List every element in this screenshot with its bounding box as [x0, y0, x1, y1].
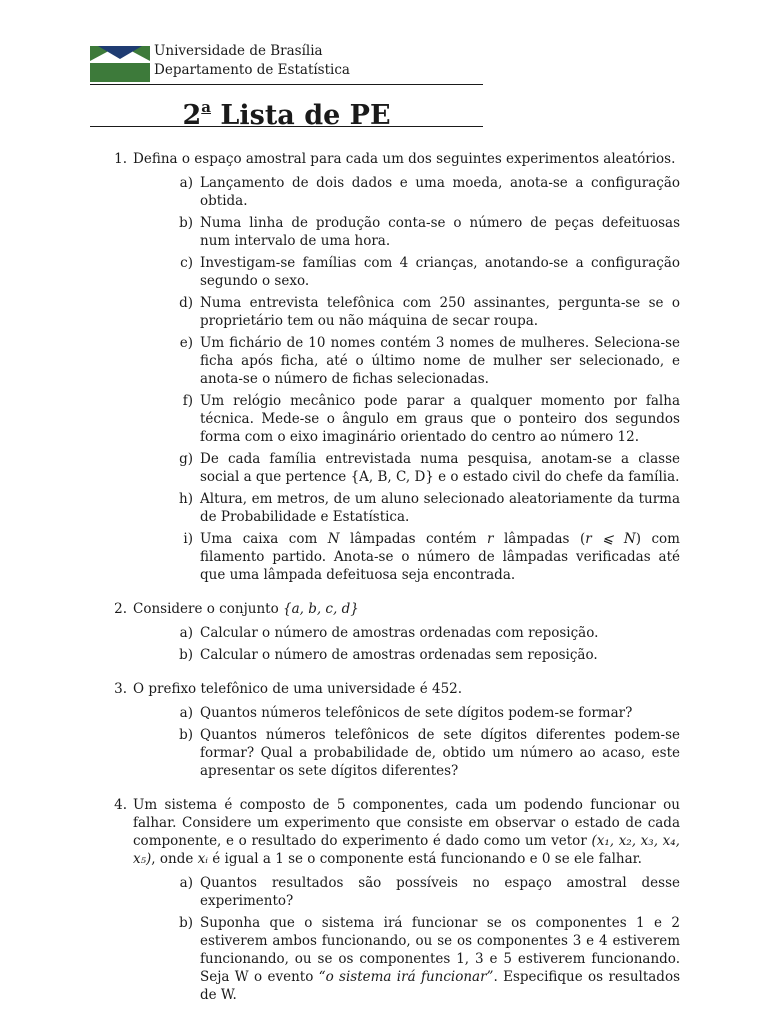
university-logo	[90, 46, 150, 82]
subitem-text: Quantos números telefônicos de sete dígitos podem-se formar?	[200, 705, 633, 721]
text-run: Suponha que o sistema irá funcionar se os componentes 1 e 2 estiverem ambos funcionando, ou se os componentes 3 e 4 estiverem funcionando, ou se os componentes 1, 3 e 5 estiverem funcionando. Seja W o evento	[200, 915, 680, 985]
subitem-text: Lançamento de dois dados e uma moeda, anota-se a configuração obtida.	[200, 175, 680, 209]
subitem-label: g)	[179, 451, 193, 467]
subitem-text: Numa entrevista telefônica com 250 assinantes, pergunta-se se o proprietário tem ou não máquina de secar roupa.	[200, 295, 680, 329]
question-text: Defina o espaço amostral para cada um dos seguintes experimentos aleatórios.	[133, 151, 676, 167]
subitem-text: Um relógio mecânico pode parar a qualquer momento por falha técnica. Mede-se o ângulo em graus que o ponteiro dos segundos forma com o eixo imaginário orientado do centro ao número 12.	[200, 393, 680, 445]
math-variable: r	[487, 531, 494, 547]
text-run: Um sistema é composto de 5 componentes, cada um podendo funcionar ou falhar. Considere um experimento que consiste em observar o estado de cada componente, e o resultado do experimento é dado como um vetor	[133, 797, 680, 849]
question-number: 1.	[114, 151, 127, 167]
subitem-label: a)	[179, 875, 193, 891]
question-number: 3.	[114, 681, 127, 697]
subitem-list	[133, 874, 680, 1004]
math-set: {a, b, c, d}	[282, 601, 359, 617]
text-run: Considere o conjunto	[133, 601, 283, 617]
list-item	[133, 334, 680, 388]
list-item	[133, 624, 680, 642]
list-item	[133, 254, 680, 290]
subitem-text: Numa linha de produção conta-se o número de peças defeituosas num intervalo de uma hora.	[200, 215, 680, 249]
question-number: 4.	[114, 797, 127, 813]
title-text: Lista de PE	[220, 100, 391, 131]
list-item	[133, 214, 680, 250]
logo-green-base	[90, 63, 150, 82]
list-item	[133, 490, 680, 526]
subitem-label: b)	[179, 647, 193, 663]
question-4	[90, 796, 680, 1008]
institution-name: Universidade de Brasília	[154, 43, 323, 59]
subitem-label: h)	[179, 491, 193, 507]
title-ordinal: a	[201, 98, 211, 116]
question-3	[90, 680, 680, 784]
list-item	[133, 450, 680, 486]
text-run: ) com filamento partido. Anota-se o número de lâmpadas verificadas até que uma lâmpada defeituosa seja encontrada.	[200, 531, 680, 583]
subitem-list	[133, 624, 680, 664]
list-item	[133, 874, 680, 910]
subitem-text: Quantos resultados são possíveis no espaço amostral desse experimento?	[200, 875, 680, 909]
question-list	[90, 150, 680, 1020]
subitem-label: a)	[179, 705, 193, 721]
department-name: Departamento de Estatística	[154, 62, 350, 78]
question-text	[133, 600, 680, 618]
list-item	[133, 174, 680, 210]
title-number: 2	[182, 100, 202, 131]
subitem-label: c)	[180, 255, 193, 271]
header-rule-bottom	[90, 126, 483, 127]
header-rule-top	[90, 84, 483, 85]
subitem-list	[133, 174, 680, 584]
subitem-text: De cada família entrevistada numa pesquisa, anotam-se a classe social a que pertence {A, B, C, D} e o estado civil do chefe da família.	[200, 451, 680, 485]
question-text: O prefixo telefônico de uma universidade é 452.	[133, 681, 463, 697]
subitem-label: b)	[179, 215, 193, 231]
question-text	[133, 796, 680, 868]
list-item	[133, 726, 680, 780]
text-run: lâmpadas contém	[339, 531, 488, 547]
math-condition: r ⩽ N	[585, 531, 636, 547]
subitem-label: b)	[179, 727, 193, 743]
math-variable: xᵢ	[197, 851, 208, 867]
text-run: é igual a 1 se o componente está funcionando e 0 se ele falhar.	[207, 851, 642, 867]
subitem-list	[133, 704, 680, 780]
subitem-text	[200, 530, 680, 584]
list-item	[133, 530, 680, 584]
subitem-label: i)	[183, 531, 193, 547]
subitem-text: Investigam-se famílias com 4 crianças, anotando-se a configuração segundo o sexo.	[200, 255, 680, 289]
text-run: Uma caixa com	[200, 531, 328, 547]
institution-block	[154, 42, 350, 80]
list-item	[133, 704, 680, 722]
text-run: , onde	[151, 851, 198, 867]
subitem-label: a)	[179, 175, 193, 191]
list-item	[133, 294, 680, 330]
math-vector: (x₁, x₂, x₃, x₄, x₅)	[133, 833, 680, 867]
subitem-label: a)	[179, 625, 193, 641]
subitem-label: d)	[179, 295, 193, 311]
subitem-text	[200, 914, 680, 1004]
list-item	[133, 914, 680, 1004]
subitem-label: b)	[179, 915, 193, 931]
list-item	[133, 646, 680, 664]
subitem-label: f)	[182, 393, 193, 409]
document-header	[90, 42, 483, 82]
question-1	[90, 150, 680, 588]
question-number: 2.	[114, 601, 127, 617]
subitem-text: Altura, em metros, de um aluno selecionado aleatoriamente da turma de Probabilidade e Estatística.	[200, 491, 680, 525]
text-run: . Especifique os resultados de W.	[200, 969, 680, 1003]
subitem-text: Um fichário de 10 nomes contém 3 nomes de mulheres. Seleciona-se ficha após ficha, até o último nome de mulher ser selecionado, e anota-se o número de fichas selecionadas.	[200, 335, 680, 387]
subitem-text: Calcular o número de amostras ordenadas sem reposição.	[200, 647, 598, 663]
subitem-label: e)	[179, 335, 193, 351]
subitem-text: Calcular o número de amostras ordenadas com reposição.	[200, 625, 599, 641]
question-2	[90, 600, 680, 668]
event-quote: “o sistema irá funcionar”	[318, 969, 494, 985]
text-run: lâmpadas (	[493, 531, 586, 547]
list-item	[133, 392, 680, 446]
math-variable: N	[327, 531, 340, 547]
subitem-text: Quantos números telefônicos de sete dígitos diferentes podem-se formar? Qual a probabilidade de, obtido um número ao acaso, este apresentar os sete dígitos diferentes?	[200, 727, 680, 779]
